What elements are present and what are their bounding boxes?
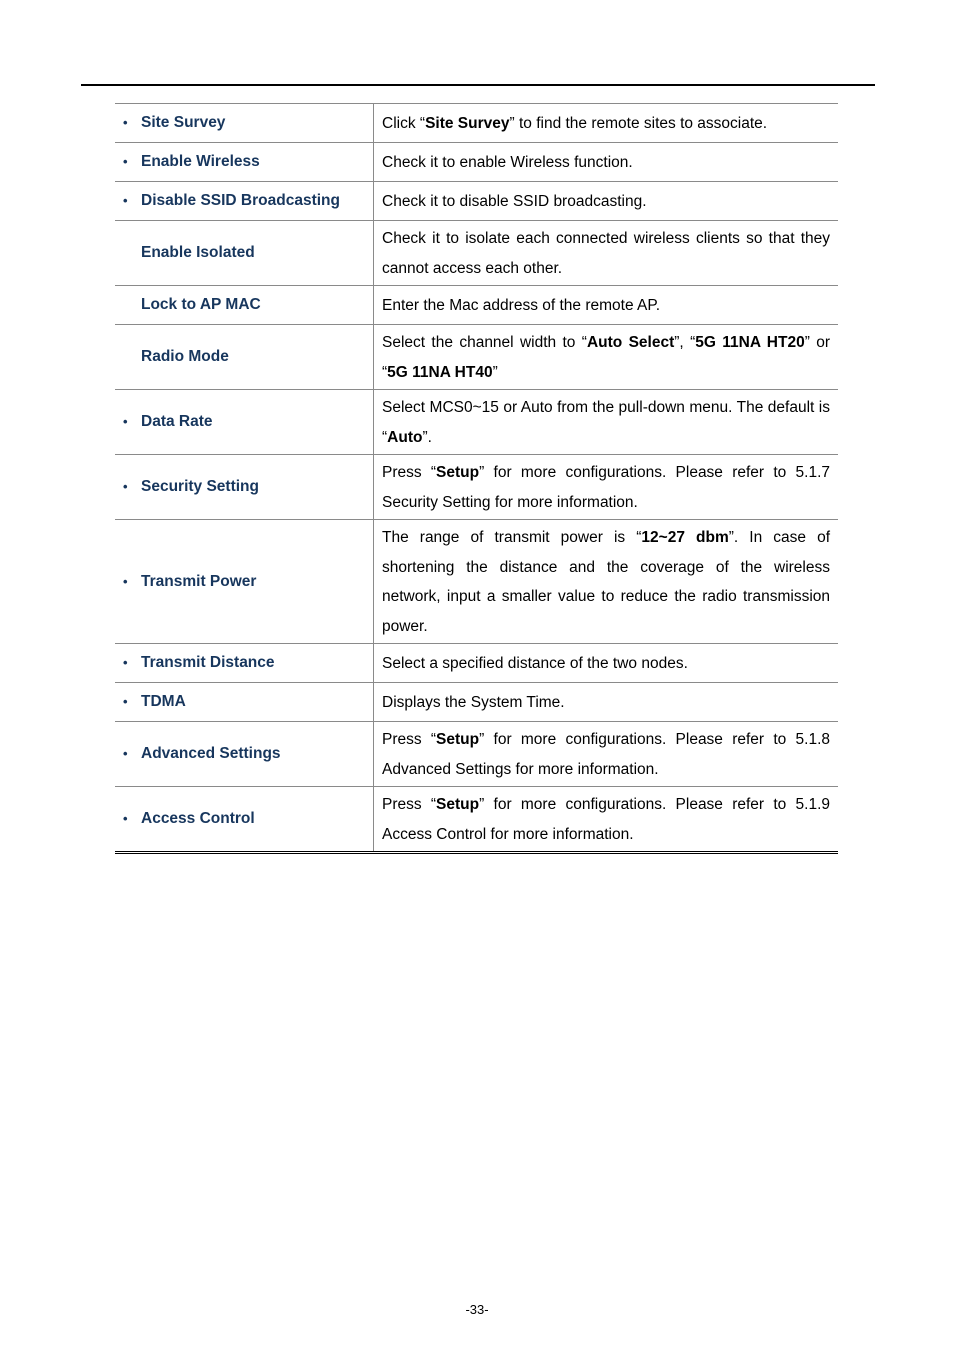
- parameter-name: Lock to AP MAC: [141, 296, 261, 313]
- bullet-icon: •: [123, 655, 128, 670]
- parameter-description: [374, 520, 839, 644]
- description-text: ” for more configurations. Please refer to 5.1.7 Security Setting for more information.: [382, 464, 830, 511]
- table-row: [115, 787, 838, 853]
- description-text: ” to find the remote sites to associate.: [509, 114, 768, 132]
- parameter-name-cell: [115, 722, 374, 787]
- bullet-icon: •: [123, 694, 128, 709]
- header-rule: [81, 84, 875, 86]
- description-text: ”: [492, 363, 498, 381]
- parameter-name: Advanced Settings: [141, 745, 281, 762]
- parameter-table: [115, 103, 838, 854]
- parameter-name-cell: [115, 182, 374, 221]
- parameter-name-cell: [115, 390, 374, 455]
- parameter-name: Access Control: [141, 810, 255, 827]
- description-text: Press “: [382, 464, 437, 481]
- table-row: [115, 390, 838, 455]
- parameter-name-cell: [115, 286, 374, 325]
- parameter-name-cell: [115, 104, 374, 143]
- parameter-description: [374, 286, 839, 325]
- description-text: Select a specified distance of the two nodes.: [382, 654, 688, 672]
- bullet-icon: •: [123, 746, 128, 761]
- table-row: [115, 286, 838, 325]
- table-row: [115, 683, 838, 722]
- table-row: [115, 520, 838, 644]
- description-text: Press “: [382, 731, 437, 748]
- description-bold-text: Setup: [436, 796, 480, 813]
- parameter-name-cell: [115, 325, 374, 390]
- bullet-icon: •: [123, 573, 128, 589]
- description-text: Enter the Mac address of the remote AP.: [382, 296, 661, 314]
- description-text: ” or “: [382, 334, 831, 381]
- description-bold-text: 5G 11NA HT40: [387, 363, 493, 381]
- description-text: Displays the System Time.: [382, 693, 565, 711]
- bullet-icon: •: [123, 193, 128, 208]
- description-text: ” for more configurations. Please refer to 5.1.8 Advanced Settings for more information.: [382, 731, 830, 778]
- parameter-description: [374, 325, 839, 390]
- parameter-name: Data Rate: [141, 413, 213, 430]
- description-text: Check it to isolate each connected wireless clients so that they cannot access each other.: [382, 230, 830, 277]
- parameter-description: [374, 722, 839, 787]
- table-row: [115, 325, 838, 390]
- parameter-description: [374, 787, 839, 853]
- bullet-icon: •: [123, 154, 128, 169]
- parameter-description: [374, 182, 839, 221]
- description-bold-text: Site Survey: [425, 114, 510, 132]
- description-text: ”, “: [674, 334, 696, 351]
- parameter-name-cell: [115, 221, 374, 286]
- bullet-icon: •: [123, 479, 128, 494]
- page-number: -33-: [465, 1302, 489, 1317]
- parameter-name-cell: [115, 644, 374, 683]
- description-text: Check it to enable Wireless function.: [382, 153, 633, 171]
- parameter-description: [374, 455, 839, 520]
- description-text: ”. In case of shortening the distance and the coverage of the wireless network, input a smaller value to reduce the radio transmission power.: [382, 529, 831, 635]
- table-row: [115, 104, 838, 143]
- description-text: Check it to disable SSID broadcasting.: [382, 192, 647, 210]
- table-row: [115, 644, 838, 683]
- parameter-name: Transmit Power: [141, 572, 257, 590]
- parameter-description: [374, 143, 839, 182]
- parameter-name: Radio Mode: [141, 348, 229, 365]
- description-bold-text: 5G 11NA HT20: [695, 334, 805, 351]
- description-bold-text: 12~27 dbm: [641, 529, 729, 546]
- description-text: Press “: [382, 796, 437, 813]
- description-text: ” for more configurations. Please refer to 5.1.9 Access Control for more information.: [382, 796, 830, 843]
- parameter-name-cell: [115, 787, 374, 853]
- description-bold-text: Auto Select: [586, 334, 675, 351]
- description-text: Select MCS0~15 or Auto from the pull-down menu. The default is “: [382, 399, 830, 446]
- parameter-name-cell: [115, 455, 374, 520]
- parameter-table-body: [115, 104, 838, 853]
- parameter-name: Site Survey: [141, 114, 226, 131]
- parameter-name: Transmit Distance: [141, 654, 275, 671]
- parameter-name-cell: [115, 143, 374, 182]
- bullet-icon: •: [123, 115, 128, 130]
- bullet-icon: •: [123, 414, 128, 429]
- table-row: [115, 221, 838, 286]
- parameter-name: Disable SSID Broadcasting: [141, 192, 340, 209]
- description-text: Click “: [382, 114, 426, 132]
- parameter-name: Enable Wireless: [141, 153, 260, 170]
- description-text: The range of transmit power is “: [382, 529, 642, 546]
- bullet-icon: •: [123, 811, 128, 826]
- table-row: [115, 455, 838, 520]
- table-row: [115, 722, 838, 787]
- description-text: Select the channel width to “: [382, 334, 587, 351]
- parameter-name: Security Setting: [141, 478, 259, 495]
- parameter-description: [374, 644, 839, 683]
- parameter-name-cell: [115, 520, 374, 644]
- parameter-name-cell: [115, 683, 374, 722]
- parameter-name: TDMA: [141, 693, 186, 710]
- parameter-name: Enable Isolated: [141, 244, 255, 261]
- description-text: ”.: [422, 428, 432, 446]
- parameter-description: [374, 104, 839, 143]
- description-bold-text: Setup: [436, 731, 480, 748]
- table-row: [115, 182, 838, 221]
- parameter-description: [374, 221, 839, 286]
- description-bold-text: Setup: [436, 464, 480, 481]
- table-row: [115, 143, 838, 182]
- parameter-description: [374, 683, 839, 722]
- description-bold-text: Auto: [387, 428, 423, 446]
- parameter-description: [374, 390, 839, 455]
